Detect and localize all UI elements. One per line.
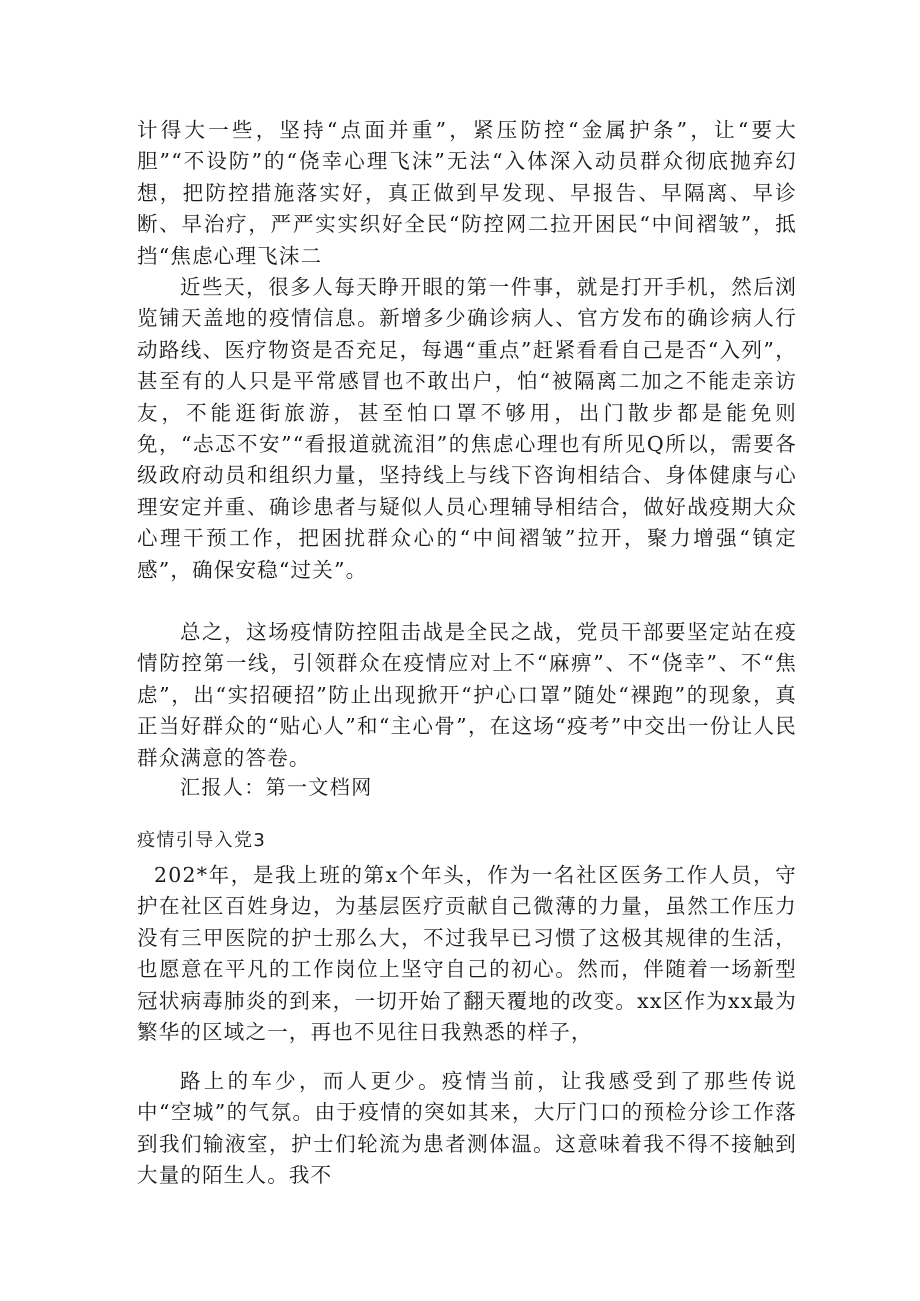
section-heading: 疫情引导入党3 <box>137 830 267 851</box>
paragraph-continuation: 计得大一些，坚持“点面并重”，紧压防控“金属护条”，让“要大胆”“不设防”的“侥幸心理飞沫”无法“入体深入动员群众彻底抛弃幻想，把防控措施落实好，真正做到早发现、早报告、早隔离、早诊断、早治疗，严严实实织好全民“防控网二拉开困民“中间褶皱”，抵挡“焦虑心理飞沫二 <box>137 118 797 268</box>
paragraph-section-intro: 202*年，是我上班的第x个年头，作为一名社区医务工作人员，守护在社区百姓身边，为基层医疗贡献自己微薄的力量，虽然工作压力没有三甲医院的护士那么大，不过我早已习惯了这极其规律的生活，也愿意在平凡的工作岗位上坚守自己的初心。然而，伴随着一场新型冠状病毒肺炎的到来，一切开始了翻天覆地的改变。xx区作为xx最为繁华的区域之一，再也不见往日我熟悉的样子， <box>137 863 797 1045</box>
paragraph-conclusion: 总之，这场疫情防控阻击战是全民之战，党员干部要坚定站在疫情防控第一线，引领群众在疫情应对上不“麻痹”、不“侥幸”、不“焦虑”，出“实招硬招”防止出现掀开“护心口罩”随处“裸跑”的现象，真正当好群众的“贴心人”和“主心骨”，在这场“疫考”中交出一份让人民群众满意的答卷。 <box>137 620 797 770</box>
paragraph-section-streets: 路上的车少，而人更少。疫情当前，让我感受到了那些传说中“空城”的气氛。由于疫情的突如其来，大厅门口的预检分诊工作落到我们输液室，护士们轮流为患者测体温。这意味着我不得不接触到大量的陌生人。我不 <box>137 1069 797 1188</box>
signature-line: 汇报人：第一文档网 <box>180 775 373 799</box>
paragraph-anxiety: 近些天，很多人每天睁开眼的第一件事，就是打开手机，然后浏览铺天盖地的疫情信息。新增多少确诊病人、官方发布的确诊病人行动路线、医疗物资是否充足，每遇“重点”赶紧看看自己是否“入列”，甚至有的人只是平常感冒也不敢出户，怕“被隔离二加之不能走亲访友，不能逛街旅游，甚至怕口罩不够用，出门散步都是能免则免，“忐忑不安”“看报道就流泪”的焦虑心理也有所见Q所以，需要各级政府动员和组织力量，坚持线上与线下咨询相结合、身体健康与心理安定并重、确诊患者与疑似人员心理辅导相结合，做好战疫期大众心理干预工作，把困扰群众心的“中间褶皱”拉开，聚力增强“镇定感”，确保安稳“过关”。 <box>137 275 797 582</box>
